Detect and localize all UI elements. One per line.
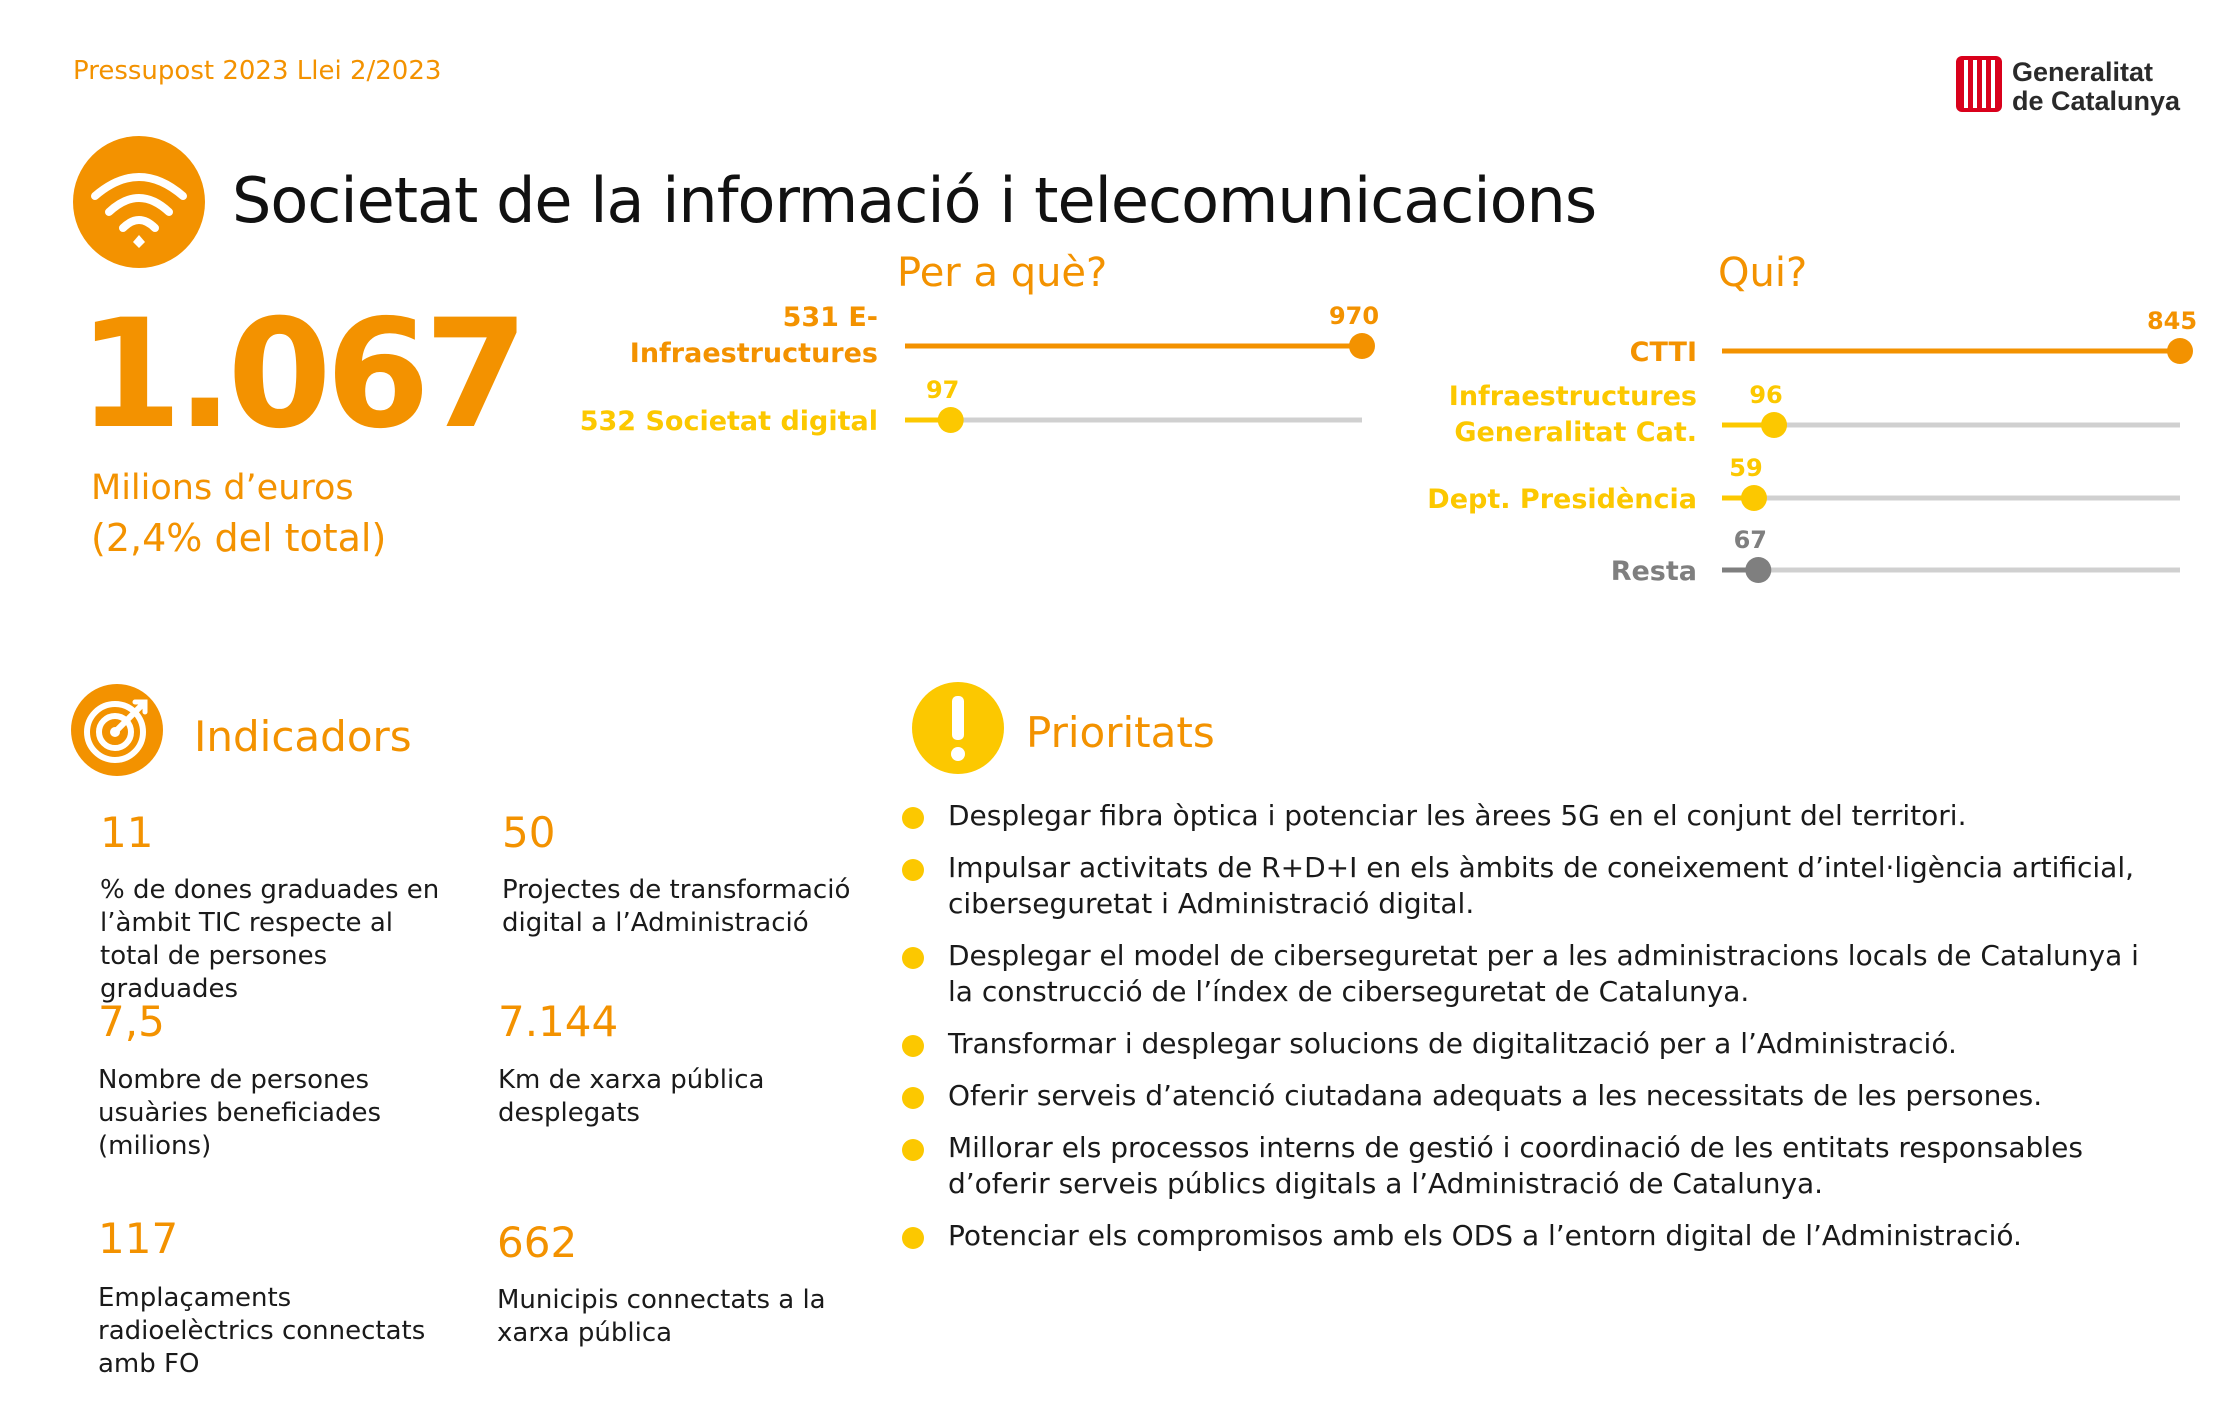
priority-text: Impulsar activitats de R+D+I en els àmbits de coneixement d’intel·ligència artificial, ciberseguretat i Administració digital. [948,851,2135,920]
indicator-label: Projectes de transformació digital a l’Administració [502,875,851,938]
priority-text: Desplegar el model de ciberseguretat per a les administracions locals de Catalunya i la construcció de l’índex de ciberseguretat de Catalunya. [948,939,2139,1008]
indicator-label: Municipis connectats a la xarxa pública [497,1285,826,1348]
value-label: 67 [1733,526,1768,554]
bar-end-marker [1761,412,1787,438]
bullet-icon [902,1087,924,1109]
budget-tag: Pressupost 2023 Llei 2/2023 [73,56,442,86]
page-title: Societat de la informació i telecomunicacions [232,164,1597,237]
total-unit: Milions d’euros [91,468,354,508]
priority-item [898,1078,2168,1114]
indicator-value: 662 [497,1218,578,1267]
bullet-icon [902,947,924,969]
priority-text: Oferir serveis d’atenció ciutadana adequats a les necessitats de les persones. [948,1079,2043,1112]
priority-text: Transformar i desplegar solucions de digitalització per a l’Administració. [948,1027,1957,1060]
chart-title-per-a-que: Per a què? [897,250,1108,296]
logo-line2: de Catalunya [2012,86,2181,116]
indicator-label: Emplaçaments radioelèctrics connectats amb FO [98,1283,426,1379]
indicator-label: Nombre de persones usuàries beneficiades (milions) [98,1065,382,1161]
priority-text: Potenciar els compromisos amb els ODS a l’entorn digital de l’Administració. [948,1219,2022,1252]
priorities-title: Prioritats [1026,708,1215,757]
priority-item [898,1026,2168,1062]
indicator-label: Km de xarxa pública desplegats [498,1065,765,1128]
category-label: 532 Societat digital [579,406,878,437]
priority-item [898,850,2168,922]
bar-end-marker [1349,333,1375,359]
category-label: Resta [1610,556,1697,587]
bullet-icon [902,807,924,829]
category-label: Infraestructures [1448,381,1697,412]
indicator-value: 7,5 [98,997,165,1046]
value-label: 970 [1328,302,1380,330]
indicator-label: % de dones graduades en l’àmbit TIC respecte al total de persones graduades [100,875,440,1004]
bar-end-marker [2167,338,2193,364]
bullet-icon [902,1227,924,1249]
bullet-icon [902,1139,924,1161]
priority-item [898,798,2168,834]
chart-title-qui: Qui? [1718,250,1808,296]
priority-item [898,1130,2168,1202]
category-label: CTTI [1629,337,1697,368]
value-label: 59 [1729,454,1763,482]
total-share: (2,4% del total) [91,516,387,560]
logo-line1: Generalitat [2012,57,2154,87]
category-label: Generalitat Cat. [1454,417,1697,448]
value-label: 845 [2146,307,2198,335]
category-label: Dept. Presidència [1427,484,1697,515]
priority-text: Millorar els processos interns de gestió i coordinació de les entitats responsables d’oferir serveis públics digitals a l’Administració de Catalunya. [948,1131,2083,1200]
total-amount: 1.067 [78,288,523,462]
bar-end-marker [1741,485,1767,511]
priorities-list [898,798,2168,1270]
category-label: Infraestructures [629,338,878,369]
indicator-value: 7.144 [498,997,619,1046]
target-icon [71,684,163,776]
category-label: 531 E- [782,302,878,333]
priority-item [898,938,2168,1010]
indicator-value: 50 [502,808,556,857]
value-label: 97 [925,376,960,404]
bullet-icon [902,859,924,881]
indicators-title: Indicadors [194,712,412,761]
bar-end-marker [938,407,964,433]
exclamation-icon [912,682,1004,774]
indicator-value: 11 [100,808,154,857]
priority-item [898,1218,2168,1254]
bullet-icon [902,1035,924,1057]
priority-text: Desplegar fibra òptica i potenciar les àrees 5G en el conjunt del territori. [948,799,1967,832]
bar-end-marker [1745,557,1771,583]
indicator-value: 117 [98,1214,179,1263]
value-label: 96 [1749,381,1783,409]
